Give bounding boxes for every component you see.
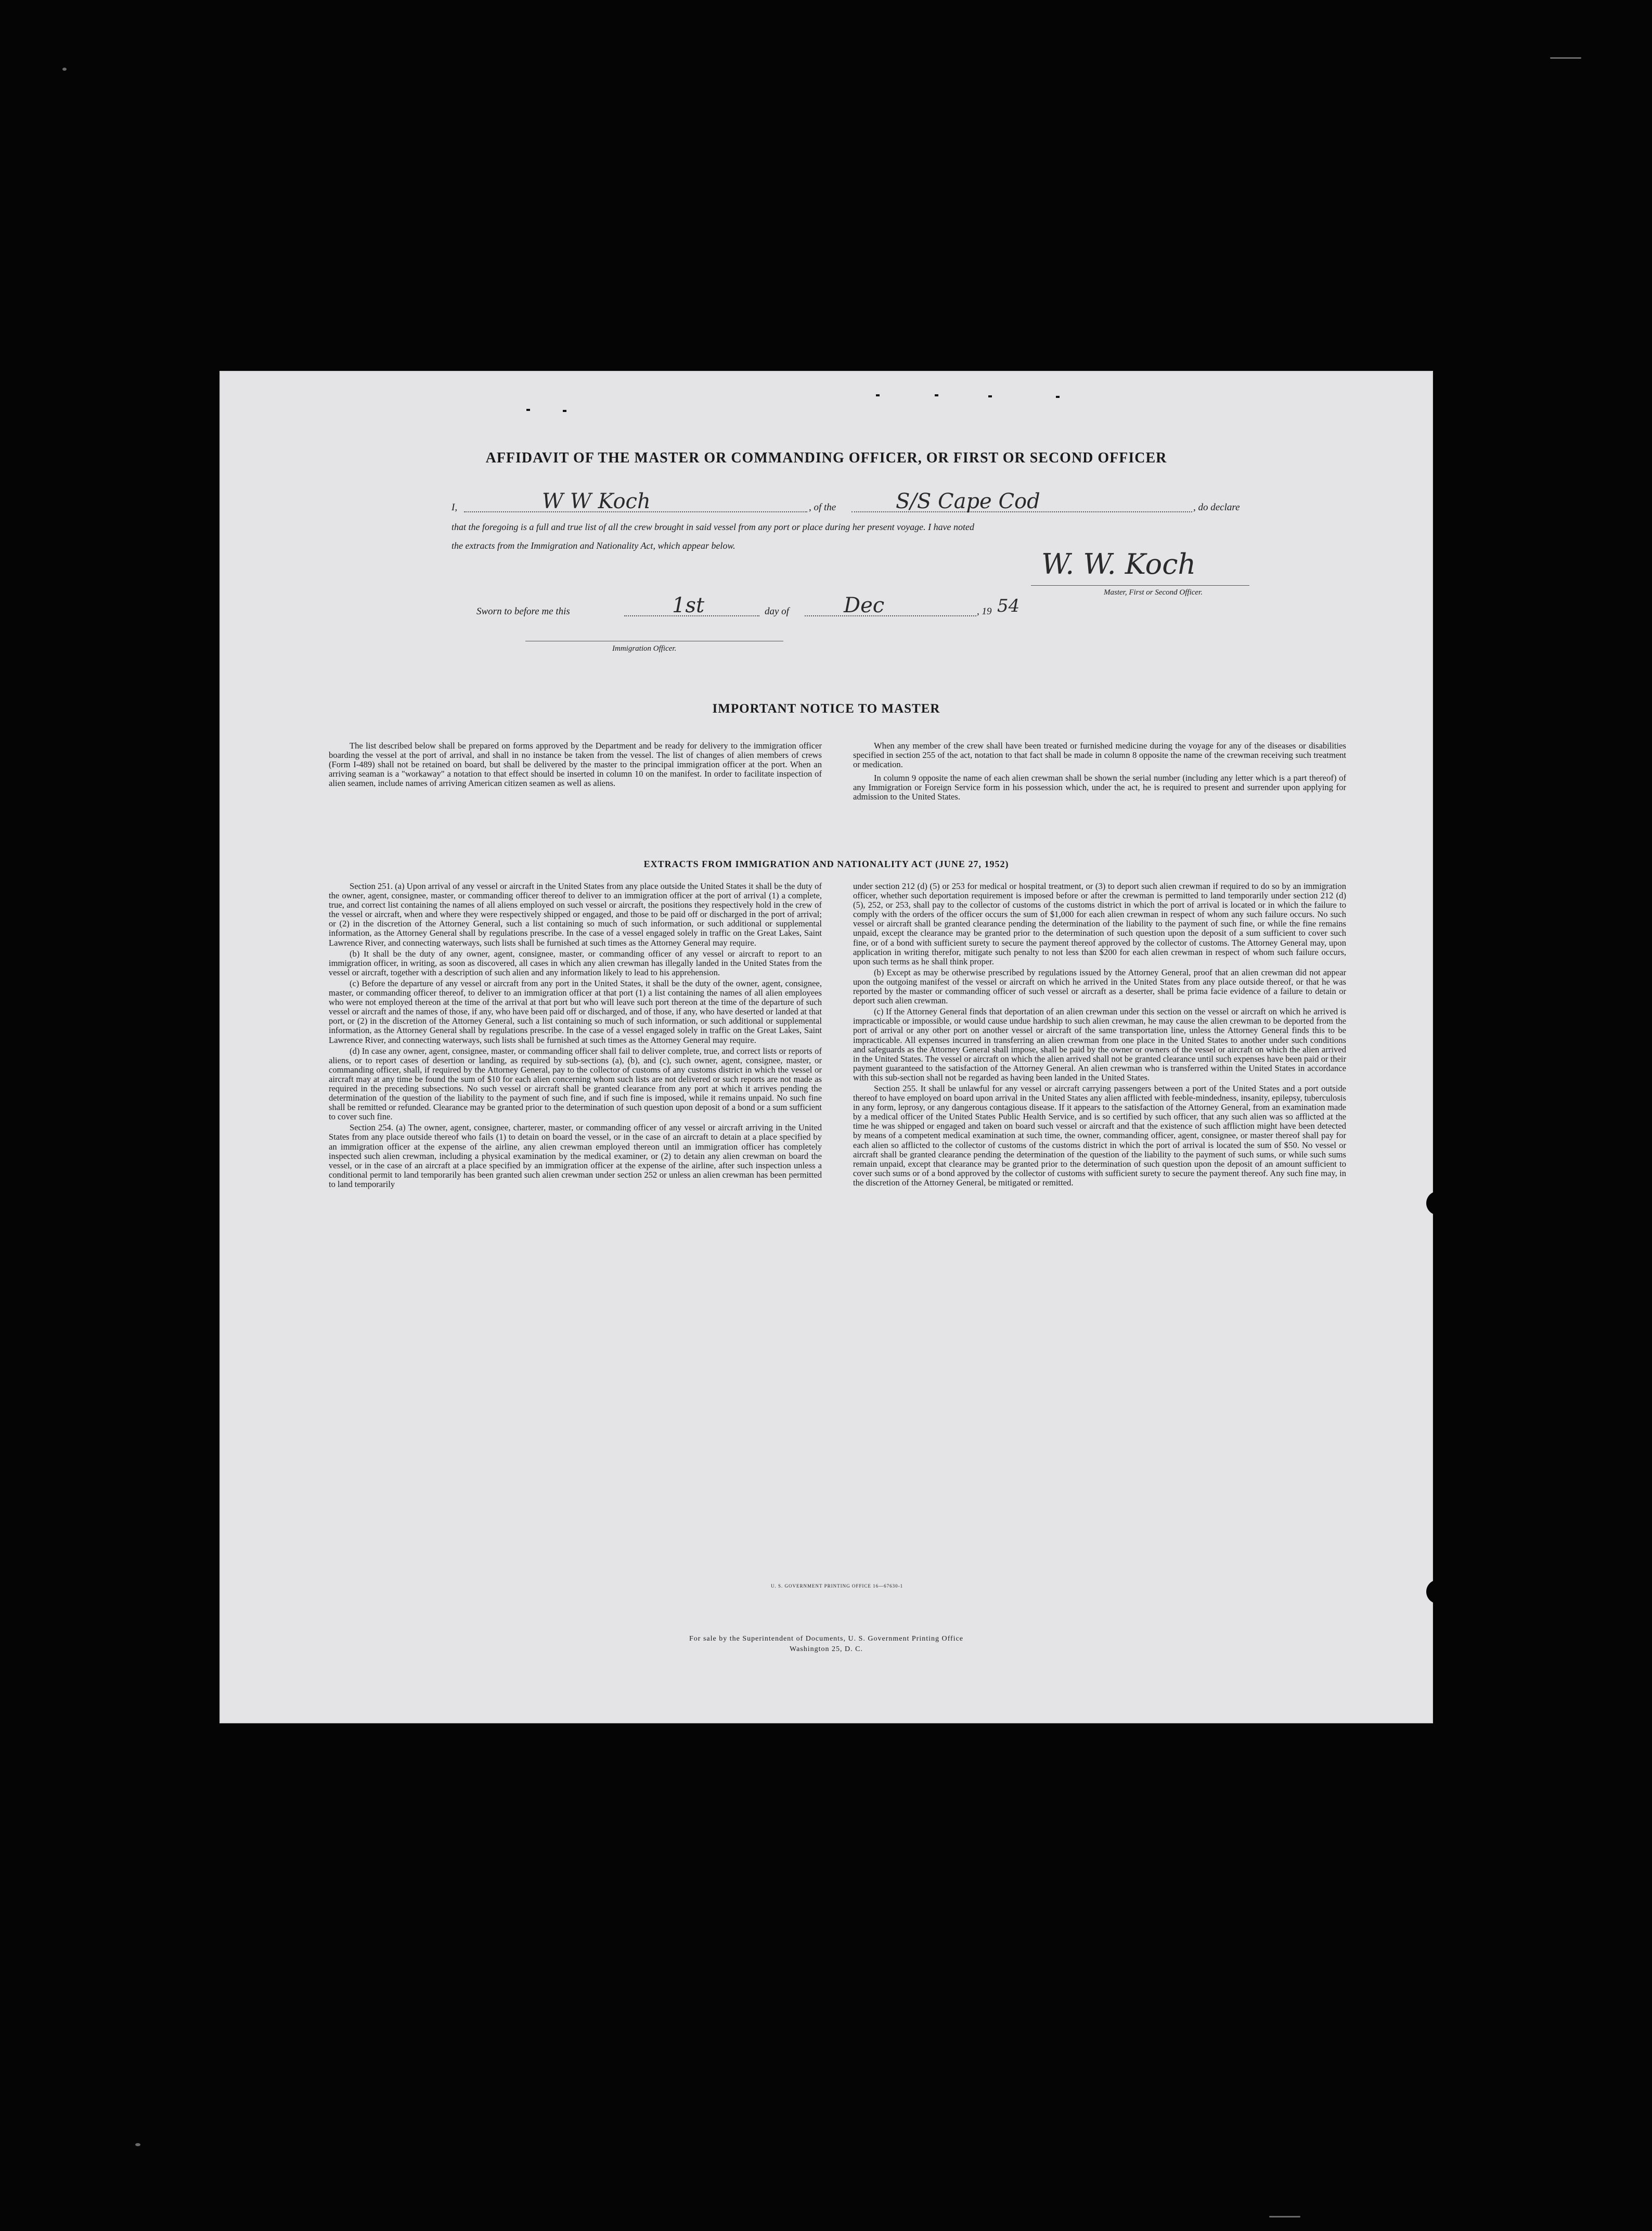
day-of-label: day of <box>765 606 789 617</box>
immigration-officer-caption: Immigration Officer. <box>612 644 677 653</box>
month-line <box>805 615 976 616</box>
extracts-right-column <box>853 882 1346 1189</box>
act-paragraph: Section 251. (a) Upon arrival of any vessel or aircraft in the United States from any place outside the United States it shall be the duty of the owner, agent, consignee, master, or commanding officer thereof to deliver to an immigration officer at the port of arrival (1) a complete, true, and correct list containing the names of all aliens employed on such vessel or aircraft, the positions they respectively hold in the crew of the vessel or aircraft, when and where they were respectively shipped or engaged, and those to be paid off or discharged in the port of arrival; or (2) in the discretion of the Attorney General, such a list containing so much of such information, or such additional or supplemental information, as the Attorney General shall by regulations prescribe. In the case of a vessel engaged solely in traffic on the Great Lakes, Saint Lawrence River, and connecting waterways, such lists shall be furnished at such times as the Attorney General may require. <box>329 881 822 948</box>
notice-paragraph: When any member of the crew shall have been treated or furnished medicine during the voyage for any of the diseases or disabilities specified in section 255 of the act, notation to that fact shall be made in column 8 opposite the name of the crewman receiving such treatment or medication. <box>853 741 1346 770</box>
act-paragraph: (c) If the Attorney General finds that deportation of an alien crewman under this section on the vessel or aircraft on which he arrived is impracticable or impossible, or would cause undue hardship to such alien crewman, he may cause the alien crewman to be deported from the port of arrival or any other port on another vessel or aircraft of the same transportation line, unless the Attorney General finds this to be impracticable. All expenses incurred in transferring an alien crewman from one place in the United States to another under such conditions and safeguards as the Attorney General shall impose, shall be paid by the owner or owners of the vessel or aircraft on which the alien arrived in the United States. The vessel or aircraft on which the alien arrived shall not be granted clearance until such expenses have been paid or their payment guaranteed to the satisfaction of the Attorney General. An alien crewman who is transferred within the United States in accordance with this sub-section shall not be regarded as having been landed in the United States. <box>853 1007 1346 1082</box>
extracts-left-column <box>329 882 822 1191</box>
act-paragraph: (c) Before the departure of any vessel or aircraft from any port in the United States, it shall be the duty of the owner, agent, consignee, master, or commanding officer thereof, to deliver to an immigration officer at that port (1) a list containing the names of all alien employees who were not employed thereon at the time of the arrival at that port but who will leave such port thereon at the time of the departure of such vessel or aircraft and the names of those, if any, who have been paid off or discharged, and of those, if any, who have deserted or landed at that port, or (2) in the discretion of the Attorney General, such a list containing so much of such information, or such additional or supplemental information, as the Attorney General shall by regulations prescribe. In the case of a vessel engaged solely in traffic on the Great Lakes, Saint Lawrence River, and connecting waterways, such lists shall be furnished at such times as the Attorney General may require. <box>329 978 822 1045</box>
print-mark <box>988 395 992 397</box>
sale-line-1: For sale by the Superintendent of Documents, U. S. Government Printing Office <box>689 1635 963 1643</box>
scan-speck <box>62 68 67 71</box>
print-mark <box>876 394 880 396</box>
sale-line-2: Washington 25, D. C. <box>790 1645 863 1653</box>
extracts-title: EXTRACTS FROM IMMIGRATION AND NATIONALITY ACT (JUNE 27, 1952) <box>643 859 1009 869</box>
year-prefix: , 19 <box>977 606 992 617</box>
notice-title: IMPORTANT NOTICE TO MASTER <box>712 702 940 716</box>
act-paragraph: Section 255. It shall be unlawful for any vessel or aircraft carrying passengers between a port of the United States and a port outside thereof to have employed on board upon arrival in the United States any alien afflicted with feeble-mindedness, insanity, epilepsy, tuberculosis in any form, leprosy, or any dangerous contagious disease. If it appears to the satisfaction of the Attorney General, from an examination made by a medical officer of the United States Public Health Service, and is so certified by such officer, that any such alien was so afflicted at the time he was shipped or engaged and taken on board such vessel or aircraft and that the existence of such affliction might have been detected by means of a competent medical examination at such time, the owner, commanding officer, agent, consignee, or master thereof shall pay for each alien so afflicted to the collector of customs of the customs district in which the port of arrival is located the sum of $50. No vessel or aircraft shall be granted clearance pending the determination of the question of the liability to the payment of such sums, or while such sums remain unpaid, except that clearance may be granted prior to the determination of such question upon the deposit of an amount sufficient to cover such sums or of a bond approved by the collector of customs with sufficient surety to secure the payment thereof. Any such fine may, in the discretion of the Attorney General, be mitigated or remitted. <box>853 1083 1346 1188</box>
print-mark <box>935 394 938 396</box>
notice-left-column <box>329 741 822 790</box>
scan-speck <box>135 2143 140 2146</box>
do-declare-label: , do declare <box>1193 502 1240 513</box>
of-the-label: , of the <box>809 502 836 513</box>
notice-paragraph: The list described below shall be prepared on forms approved by the Department and be ready for delivery to the immigration officer boarding the vessel at the port of arrival, and shall in no instance be taken from the vessel. The list of changes of alien members of crews (Form I-489) shall not be retained on board, but shall be delivered by the master to the principal immigration officer at the port. When an arriving seaman is a "workaway" a notation to that effect should be inserted in column 10 on the manifest. In order to facilitate inspection of alien seamen, include names of arriving American citizen seamen as well as aliens. <box>329 741 822 789</box>
scan-speck <box>1269 2216 1300 2217</box>
affidavit-title: AFFIDAVIT OF THE MASTER OR COMMANDING OFFICER, OR FIRST OR SECOND OFFICER <box>485 450 1167 466</box>
act-paragraph: Section 254. (a) The owner, agent, consignee, charterer, master, or commanding officer of any vessel or aircraft arriving in the United States from any place outside thereof who fails (1) to detain on board the vessel, or in the case of an aircraft to detain at a place specified by an immigration officer at the expense of the airline, any alien crewman employed thereon until an immigration officer has completely inspected such alien crewman, including a physical examination by the medical examiner, or (2) to detain any alien crewman on board the vessel, or in the case of an aircraft at a place specified by an immigration officer at the expense of the airline, after such inspection unless a conditional permit to land temporarily has been granted such alien crewman under section 252 or unless an alien crewman has been permitted to land temporarily <box>329 1123 822 1189</box>
declaration-line-1: that the foregoing is a full and true list of all the crew brought in said vessel from any port or place during her present voyage. I have noted <box>451 522 975 532</box>
signature-line <box>1031 585 1249 586</box>
punch-hole <box>1426 1580 1450 1604</box>
scan-speck <box>1550 57 1581 59</box>
vessel-name-handwritten: S/S Cape Cod <box>896 489 1040 513</box>
i-label: I, <box>451 502 458 513</box>
affidavit-document-page <box>220 371 1433 1723</box>
print-mark <box>526 409 530 411</box>
notice-paragraph: In column 9 opposite the name of each alien crewman shall be shown the serial number (including any letter which is a part thereof) of any Immigration or Foreign Service form in his possession which, under the act, he is required to present and surrender upon applying for admission to the United States. <box>853 773 1346 802</box>
act-paragraph: (b) Except as may be otherwise prescribed by regulations issued by the Attorney General, proof that an alien crewman did not appear upon the outgoing manifest of the vessel or aircraft on which he arrived in the United States from any place outside thereof, or that he was reported by the master or commanding officer of such vessel or aircraft as a deserter, shall be prima facie evidence of a failure to detain or deport such alien crewman. <box>853 967 1346 1006</box>
master-signature: W. W. Koch <box>1041 548 1196 581</box>
act-paragraph: (b) It shall be the duty of any owner, agent, consignee, master, or commanding officer of any vessel or aircraft to report to an immigration officer, in writing, as soon as discovered, all cases in which any alien crewman has illegally landed in the United States from the vessel or aircraft, together with a description of such alien and any information likely to lead to his apprehension. <box>329 948 822 977</box>
sworn-label: Sworn to before me this <box>476 606 570 617</box>
officer-name-handwritten: W W Koch <box>542 489 651 513</box>
month-handwritten: Dec <box>844 594 885 617</box>
day-handwritten: 1st <box>672 594 705 617</box>
notice-right-column <box>853 741 1346 804</box>
act-paragraph: under section 212 (d) (5) or 253 for medical or hospital treatment, or (3) to deport such alien crewman if required to do so by an immigration officer, whether such deportation requirement is imposed before or after the crewman is permitted to land temporarily under section 212 (d) (5), 252, or 253, shall pay to the collector of customs of the customs district in which the port of arrival is located or in which the failure to comply with the orders of the officer occurs the sum of $1,000 for each alien crewman in respect of whom any such failure occurs. No such vessel or aircraft shall be granted clearance pending the determination of the liability to the payment of such fine, or while the fine remains unpaid, except the clearance may be granted prior to the determination of such question upon the deposit of a sum sufficient to cover such fine, or of a bond with sufficient surety to secure the payment thereof approved by the collector of customs. The Attorney General may, upon application in writing therefor, mitigate such penalty to not less than $200 for each alien crewman in respect of whom such failure occurs, upon such terms as he shall think proper. <box>853 881 1346 966</box>
declaration-line-2: the extracts from the Immigration and Nationality Act, which appear below. <box>451 540 735 551</box>
signature-caption: Master, First or Second Officer. <box>1104 588 1203 597</box>
act-paragraph: (d) In case any owner, agent, consignee, master, or commanding officer shall fail to deliver complete, true, and correct lists or reports of aliens, or to report cases of desertion or landing, as required by sub-sections (a), (b), and (c), such owner, agent, consignee, master, or commanding officer, shall, if required by the Attorney General, pay to the collector of customs of any customs district in which the vessel or aircraft may at any time be found the sum of $10 for each alien concerning whom such lists are not delivered or such reports are not made as required in the preceding subsections. No such vessel or aircraft shall be granted clearance from any port at which it arrives pending the determination of the question of the liability to the payment of such fine, and if such fine is imposed, while it remains unpaid. No such fine shall be remitted or refunded. Clearance may be granted prior to the determination of such question upon deposit of a bond or a sum sufficient to cover such fine. <box>329 1046 822 1122</box>
print-mark <box>563 410 566 412</box>
printing-office-code: U. S. GOVERNMENT PRINTING OFFICE 16—67630-1 <box>771 1583 904 1589</box>
print-mark <box>1056 396 1060 398</box>
year-handwritten: 54 <box>997 596 1020 616</box>
punch-hole <box>1426 1191 1450 1215</box>
